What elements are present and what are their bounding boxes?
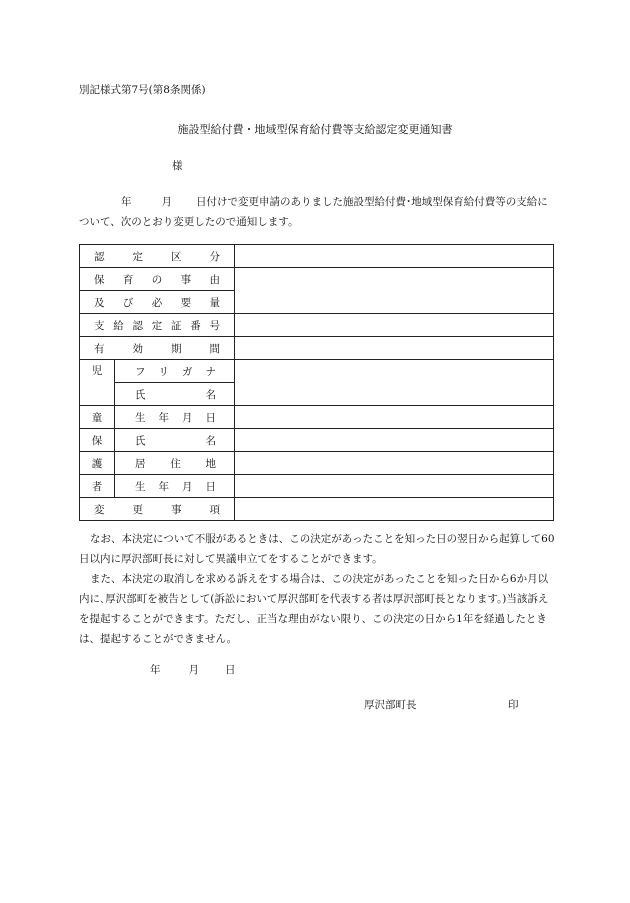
label-char: 間: [209, 342, 220, 355]
label-char: 日: [205, 411, 216, 424]
label-char: 変: [94, 503, 105, 516]
label-char: 給: [113, 319, 124, 332]
label-char: ナ: [205, 365, 216, 378]
label-guardian-dob: [115, 479, 234, 494]
guardian-char-1: 保: [91, 434, 103, 447]
label-char: 月: [182, 480, 193, 493]
table-row: [80, 406, 554, 429]
table-row: [80, 475, 554, 498]
label-char: 有: [94, 342, 105, 355]
label-char: 及: [94, 296, 105, 309]
value-reason[interactable]: [235, 268, 554, 314]
label-char: 地: [205, 457, 216, 470]
label-char: 証: [171, 319, 182, 332]
value-cert-number[interactable]: [235, 314, 554, 337]
intro-text: 日付けで変更申請のありました施設型給付費･地域型保育給付費等の支給について、次のとおり変更したので通知します。: [79, 196, 548, 228]
label-char: 分: [209, 250, 220, 263]
label-char: 生: [135, 411, 146, 424]
date-day: 日: [225, 664, 236, 676]
notes-section: [79, 529, 557, 649]
label-char: 由: [209, 273, 220, 286]
label-category: [80, 249, 234, 264]
child-char-1: 児: [91, 364, 103, 377]
label-char: 必: [151, 296, 163, 309]
table-row: [80, 360, 554, 383]
label-char: 住: [170, 457, 181, 470]
label-reason-line2: [80, 295, 234, 310]
label-char: 定: [151, 319, 163, 332]
child-char-2: 童: [91, 411, 103, 424]
label-change-items: [80, 502, 234, 517]
label-child-group-top: [80, 363, 114, 403]
label-char: フ: [135, 365, 146, 378]
label-char: ガ: [182, 365, 193, 378]
label-char: 認: [94, 250, 105, 263]
mayor-title: 厚沢部町長: [364, 699, 417, 711]
value-guardian-dob[interactable]: [235, 475, 554, 498]
label-char: 日: [205, 480, 216, 493]
value-change-items[interactable]: [235, 498, 554, 521]
label-char: 期: [171, 342, 182, 355]
label-char: 月: [182, 411, 193, 424]
label-child-dob: [115, 410, 234, 425]
form-number: 別記様式第7号(第8条関係): [79, 84, 206, 96]
label-char: 生: [135, 480, 146, 493]
intro-paragraph: [79, 192, 555, 232]
value-guardian-name[interactable]: [235, 429, 554, 452]
addressee-honorific: 様: [172, 160, 183, 172]
label-char: 年: [158, 411, 169, 424]
label-char: 事: [171, 503, 182, 516]
label-char: 事: [180, 273, 192, 286]
value-valid-period[interactable]: [235, 337, 554, 360]
guardian-char-2: 護: [91, 457, 103, 470]
label-char: び: [122, 296, 134, 309]
label-char: 氏: [135, 388, 146, 401]
label-char: 年: [158, 480, 169, 493]
label-char: 項: [209, 503, 220, 516]
value-child-name[interactable]: [235, 360, 554, 406]
value-address[interactable]: [235, 452, 554, 475]
label-char: 要: [180, 296, 192, 309]
label-child-name: [115, 387, 234, 402]
label-char: 定: [132, 250, 143, 263]
guardian-char-3: 者: [91, 480, 103, 493]
label-char: 保: [94, 273, 105, 286]
note-lawsuit: また、本決定の取消しを求める訴えをする場合は、この決定があったことを知った日から6か月以内に､厚沢部町を被告として(訴訟において厚沢部町を代表する者は厚沢部町長となります。)当該訴えを提起することができます。ただし、正当な理由がない限り、この決定の日から1年を経過したときは、提起することができません。: [79, 573, 549, 645]
date-year: 年: [150, 664, 161, 676]
date-month: 月: [188, 664, 199, 676]
label-valid-period: [80, 341, 234, 356]
table-row: [80, 498, 554, 521]
label-char: の: [151, 273, 163, 286]
label-address: [115, 456, 234, 471]
label-char: 居: [135, 457, 146, 470]
issue-date: [150, 662, 236, 677]
table-row: [80, 429, 554, 452]
intro-month: 月: [161, 196, 172, 208]
label-char: 氏: [135, 434, 146, 447]
seal-mark: 印: [508, 699, 519, 711]
label-guardian-name: [115, 433, 234, 448]
label-furigana: [115, 364, 234, 379]
document-title: 施設型給付費・地域型保育給付費等支給認定変更通知書: [177, 123, 453, 136]
table-row: [80, 314, 554, 337]
table-row: [80, 452, 554, 475]
label-char: 名: [205, 388, 216, 401]
label-char: 区: [171, 250, 182, 263]
label-cert-number: [80, 318, 234, 333]
table-row: [80, 268, 554, 291]
table-row: [80, 245, 554, 268]
value-category[interactable]: [235, 245, 554, 268]
label-char: 更: [132, 503, 143, 516]
label-char: 認: [132, 319, 143, 332]
label-char: リ: [158, 365, 169, 378]
label-char: 番: [190, 319, 201, 332]
table-row: [80, 337, 554, 360]
value-child-dob[interactable]: [235, 406, 554, 429]
label-char: 育: [122, 273, 134, 286]
label-reason-line1: [80, 272, 234, 287]
label-char: 名: [205, 434, 216, 447]
label-char: 支: [94, 319, 105, 332]
note-objection: なお、本決定について不服があるときは、この決定があったことを知った日の翌日から起算して60日以内に厚沢部町長に対して異議申立てをすることができます。: [79, 533, 555, 565]
certification-table: [79, 244, 554, 521]
label-char: 効: [132, 342, 143, 355]
intro-year: 年: [121, 196, 132, 208]
label-char: 号: [209, 319, 220, 332]
label-char: 量: [209, 296, 220, 309]
